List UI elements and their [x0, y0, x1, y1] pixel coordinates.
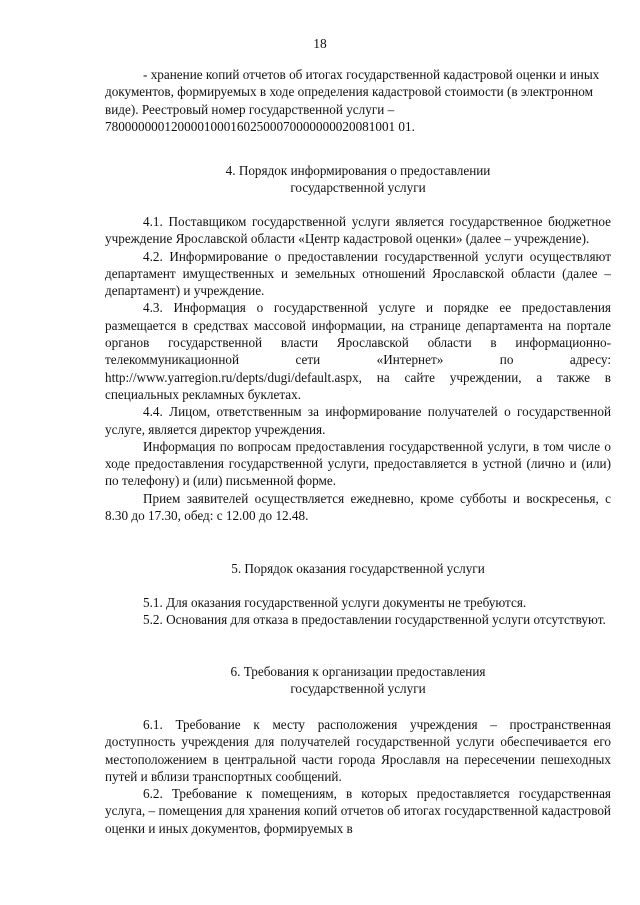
section-4-heading — [105, 162, 611, 197]
paragraph-4-2: 4.2. Информирование о предоставлении государственной услуги осуществляют департамент имущественных и земельных отношений Ярославской области (далее – департамент) и учреждение. — [105, 248, 611, 299]
paragraph-5-2: 5.2. Основания для отказа в предоставлении государственной услуги отсутствуют. — [143, 612, 606, 628]
section-title: 6. Требования к организации предоставления государственной услуги — [230, 664, 486, 697]
paragraph-4-1: 4.1. Поставщиком государственной услуги является государственное бюджетное учреждение Ярославской области «Центр кадастровой оценки» (далее – учреждение). — [105, 214, 611, 247]
paragraph-text: - хранение копий отчетов об итогах государственной кадастровой оценки и иных документов, формируемых в ходе определения кадастровой стоимости (в электронном виде). Реестровый номер государственной услуги – 78000000012000010001602500070000000020081001 01. — [105, 67, 600, 134]
section-title: 5. Порядок оказания государственной услуги — [231, 561, 485, 576]
paragraph-5-1: 5.1. Для оказания государственной услуги документы не требуются. — [143, 595, 527, 610]
section-5-heading — [105, 560, 611, 577]
section-6-heading — [105, 663, 611, 698]
section-6-body — [105, 716, 611, 837]
paragraph-reception: Прием заявителей осуществляется ежедневно, кроме субботы и воскресенья, с 8.30 до 17.30, обед: с 12.00 до 12.48. — [105, 490, 611, 524]
paragraph-info: Информация по вопросам предоставления государственной услуги, в том числе о ходе предоставления государственной услуги, предоставляется в устной (лично и (или) по телефону) и (или) письменной форме. — [105, 438, 611, 489]
paragraph-6-1: 6.1. Требование к месту расположения учреждения – пространственная доступность учреждения для получателей государственной услуги обеспечивается его местоположением в центральной части города Ярославля на пересечении пешеходных путей и вблизи транспортных сообщений. — [105, 717, 611, 784]
paragraph-6-2: 6.2. Требование к помещениям, в которых предоставляется государственная услуга, – помещения для хранения копий отчетов об итогах государственной кадастровой оценки и иных документов, формируемых в — [105, 786, 611, 836]
paragraph-storage-copies — [105, 66, 611, 135]
section-title: 4. Порядок информирования о предоставлении государственной услуги — [225, 163, 491, 196]
page-number: 18 — [313, 36, 327, 51]
paragraph-4-4: 4.4. Лицом, ответственным за информирование получателей о государственной услуге, является директор учреждения. — [105, 404, 611, 437]
paragraph-4-3: 4.3. Информация о государственной услуге и порядке ее предоставления размещается в средствах массовой информации, на странице департамента на портале органов государственной власти Ярославской области в информационно-телекоммуникационной сети «Интернет» по адресу: http://www.yarregion.ru/depts/dugi/default.aspx, на сайте учреждении, а также в специальных рекламных буклетах. — [105, 300, 611, 402]
section-4-body — [105, 213, 611, 524]
section-5-body — [105, 594, 611, 629]
